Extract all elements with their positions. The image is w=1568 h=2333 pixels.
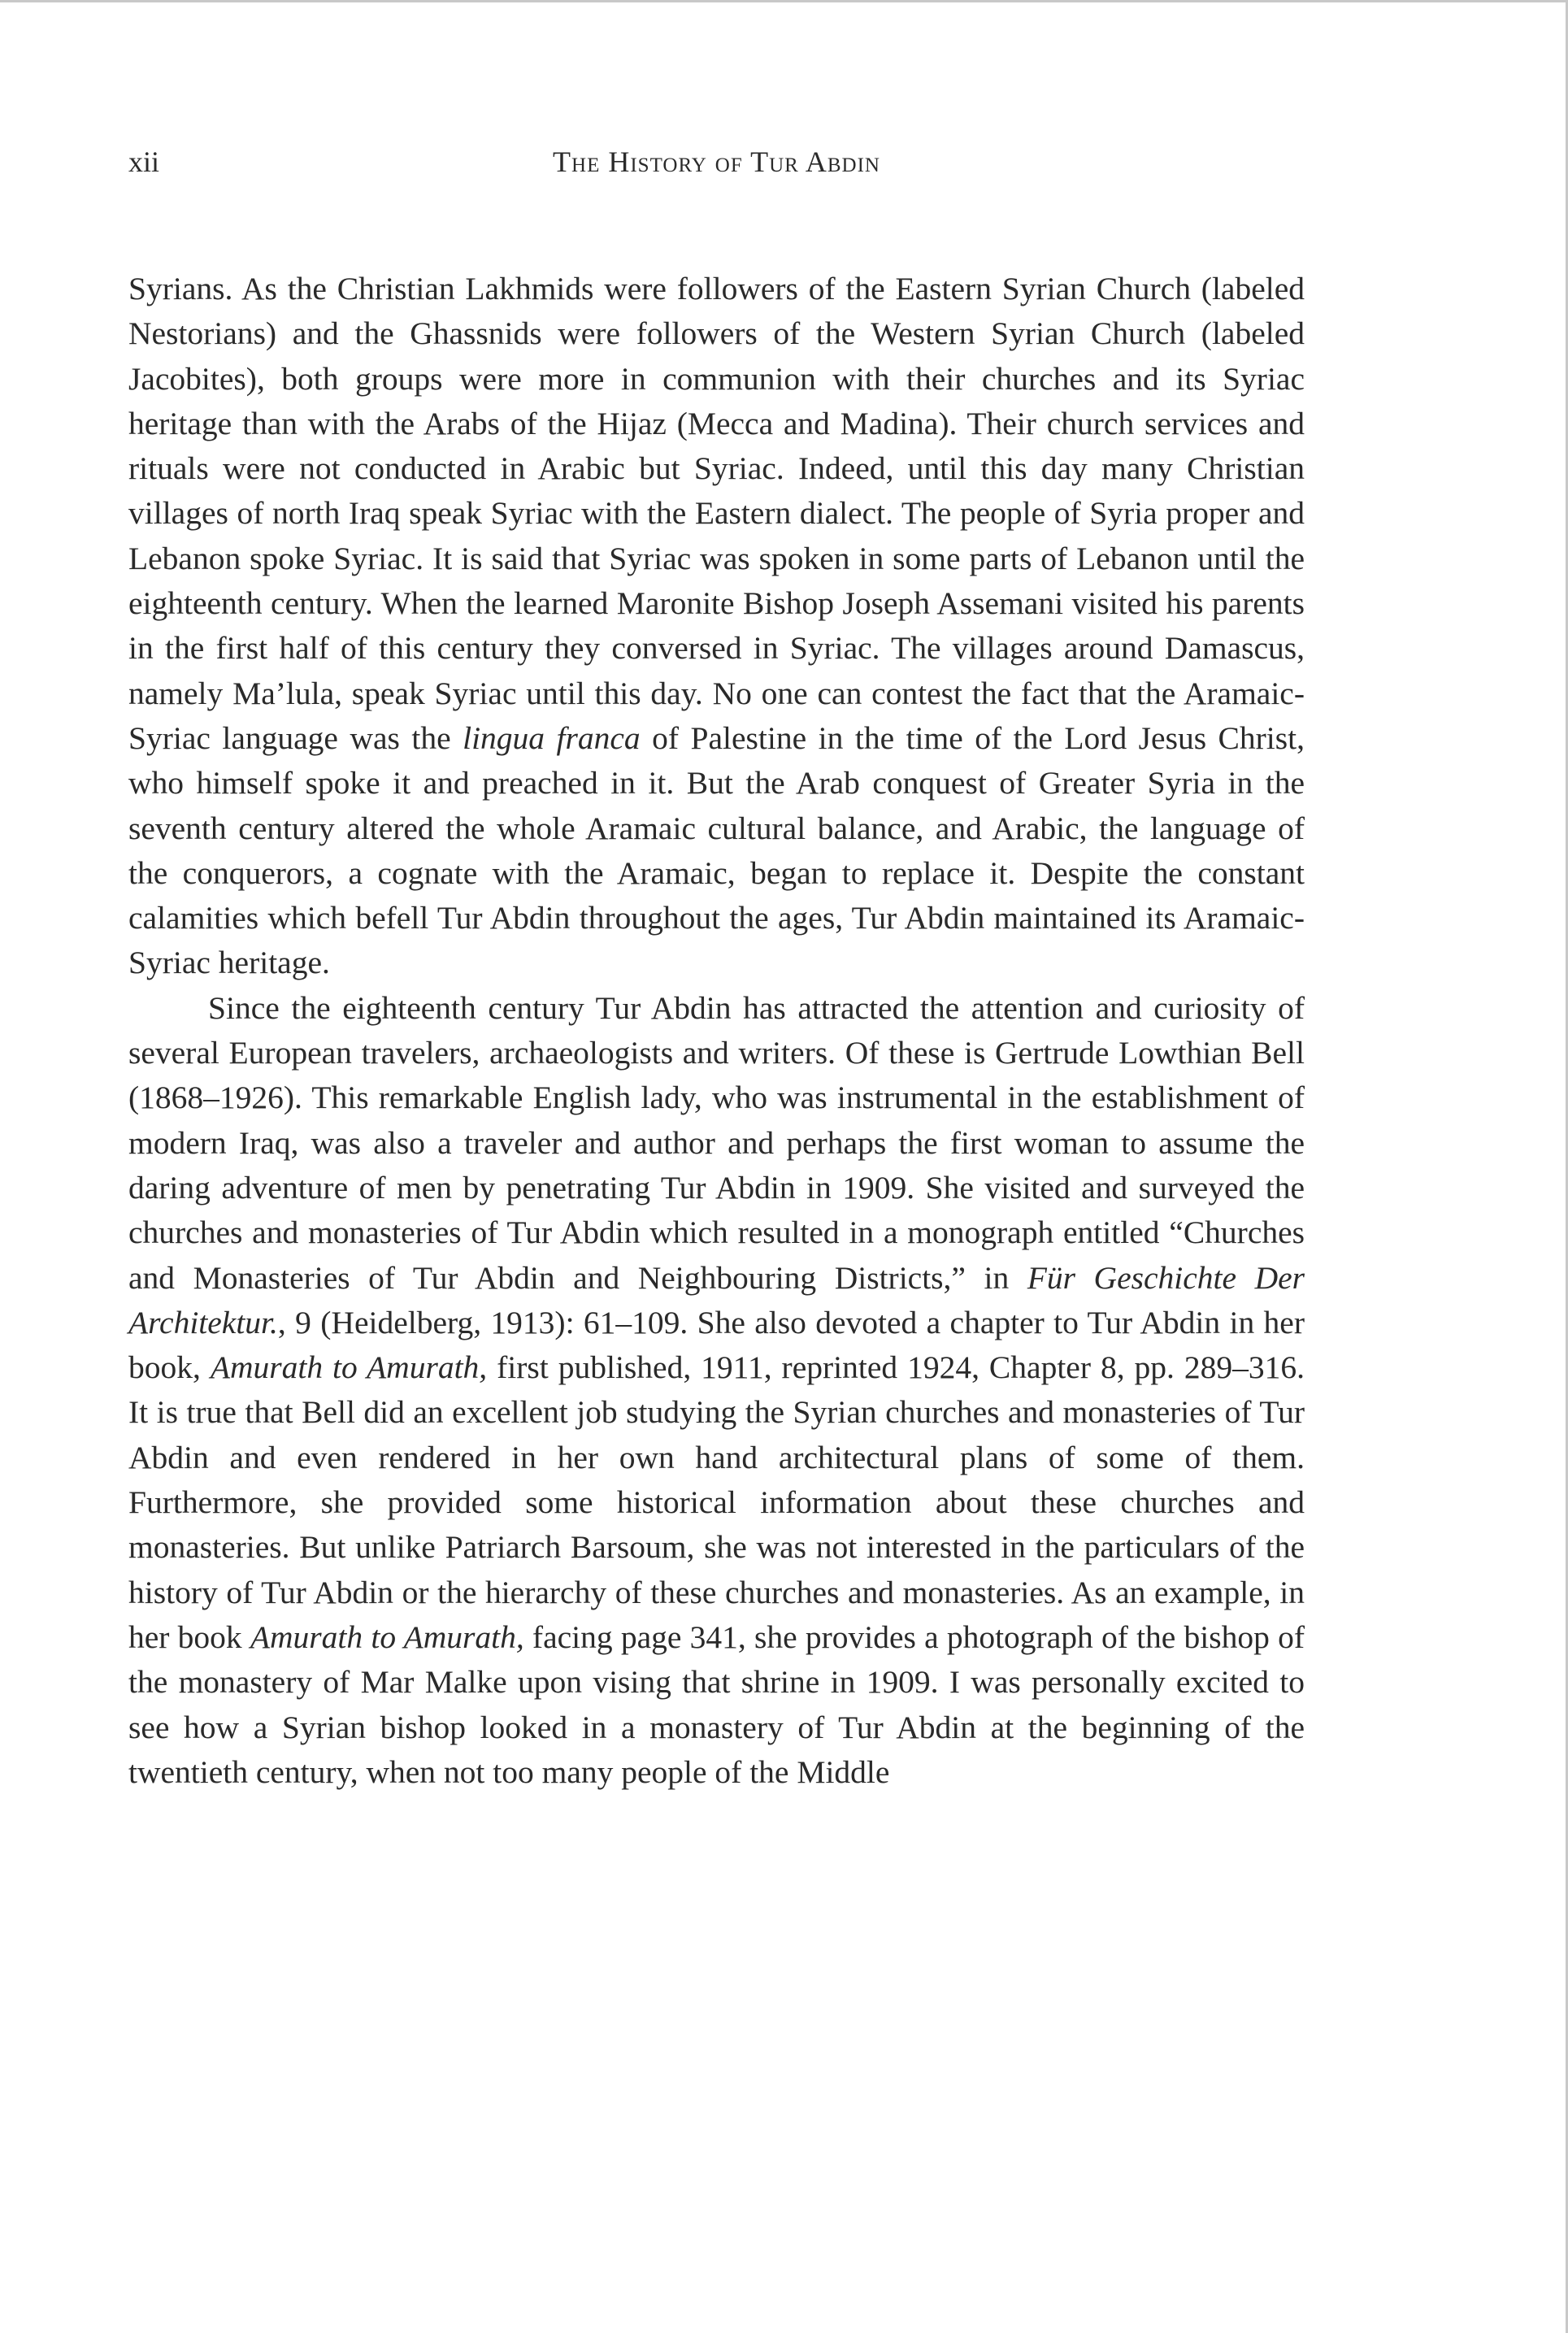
text-run: , 9 (Heidelberg, 1913): 61–109. She also devoted a chapter to Tur Abdin in her book, (128, 1304, 1305, 1386)
italic-title: Für Geschichte Der Architektur. (128, 1259, 1305, 1340)
body-text (128, 267, 1305, 1795)
paragraph (128, 986, 1305, 1795)
paragraph (128, 267, 1305, 986)
italic-term: lingua franca (463, 719, 641, 756)
text-run: of Palestine in the time of the Lord Jesus Christ, who himself spoke it and preached in it. But the Arab conquest of Greater Syria in the seventh century altered the whole Aramaic cultural balance, and Arabic, the language of the conquerors, a cognate with the Aramaic, began to replace it. Despite the constant calamities which befell Tur Abdin throughout the ages, Tur Abdin maintained its Aramaic-Syriac heritage. (128, 719, 1305, 981)
italic-title: Amurath to Amurath, (250, 1618, 524, 1655)
running-title: The History of Tur Abdin (553, 146, 880, 178)
text-run: facing page 341, she provides a photograph of the bishop of the monastery of Mar Malke upon vising that shrine in 1909. I was personally excited to see how a Syrian bishop looked in a monastery of Tur Abdin at the beginning of the twentieth century, when not too many people of the Middle (128, 1618, 1305, 1790)
page-number: xii (128, 146, 160, 178)
running-head (128, 139, 1305, 185)
text-run: Syrians. As the Christian Lakhmids were followers of the Eastern Syrian Church (labeled Nestorians) and the Ghassnids were followers of the Western Syrian Church (labeled Jacobites), both groups were more in communion with their churches and its Syriac heritage than with the Arabs of the Hijaz (Mecca and Madina). Their church services and rituals were not conducted in Arabic but Syriac. Indeed, until this day many Christian villages of north Iraq speak Syriac with the Eastern dialect. The people of Syria proper and Lebanon spoke Syriac. It is said that Syriac was spoken in some parts of Lebanon until the eighteenth century. When the learned Maronite Bishop Joseph Assemani visited his parents in the first half of this century they conversed in Syriac. The villages around Damascus, namely Ma’lula, speak Syriac until this day. No one can contest the fact that the Aramaic-Syriac language was the (128, 271, 1305, 756)
text-run: Since the eighteenth century Tur Abdin has attracted the attention and curiosity of several European travelers, archaeologists and writers. Of these is Gertrude Lowthian Bell (1868–1926). This remarkable English lady, who was instrumental in the establishment of modern Iraq, was also a traveler and author and perhaps the first woman to assume the daring adventure of men by penetrating Tur Abdin in 1909. She visited and surveyed the churches and monasteries of Tur Abdin which resulted in a monograph entitled “Churches and Monasteries of Tur Abdin and Neighbouring Districts,” in (128, 989, 1305, 1296)
text-run: first published, 1911, reprinted 1924, Chapter 8, pp. 289–316. It is true that Bell did an excellent job studying the Syrian churches and monasteries of Tur Abdin and even rendered in her own hand architectural plans of some of them. Furthermore, she provided some historical information about these churches and monasteries. But unlike Patriarch Barsoum, she was not interested in the particulars of the history of Tur Abdin or the hierarchy of these churches and monasteries. As an example, in her book (128, 1349, 1305, 1655)
italic-title: Amurath to Amurath, (210, 1349, 488, 1386)
